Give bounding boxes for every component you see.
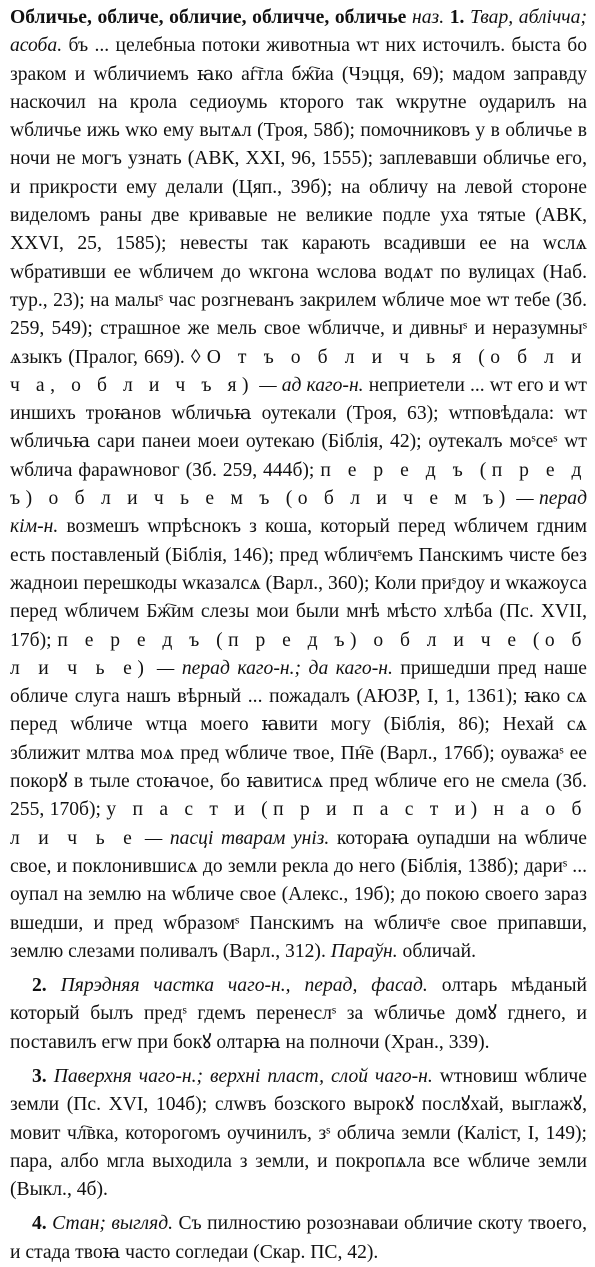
entry-sense-1 <box>10 4 587 966</box>
sense-4-number: 4. <box>32 1213 47 1235</box>
sense-3-citations: wтновиш wбличе земли (Пс. XVI, 104б); слwвъ бозского вырокꙋ послꙋхай, выглажꙋ, мовит чл҇вка, которогомъ оучинилъ, зˢ облича земли (Каліст, I, 149); пара, албо мгла выходила з земли, и покропѧла все wбличе земли (Выкл., 4б). <box>10 1065 587 1201</box>
sense-2-definition: Пярэдняя частка чаго-н., перад, фасад. <box>60 975 428 997</box>
parallel-label: Параўн. <box>330 940 398 962</box>
sense-1-number: 1. <box>449 7 465 28</box>
sense-1-definition: Твар, абліччa; асоба. <box>10 7 587 57</box>
entry-sense-2 <box>10 972 587 1057</box>
sense-2-citations: олтарь мѣданый который былъ предˢ гдемъ перенеслˢ за wбличье домꙋ гднего, и поставилъ егw при бокꙋ олтарꙗ на полночи (Хран., 339). <box>10 975 587 1053</box>
sense-1-citations-b: неприетели ... wт его и wт иншихъ троꙗнов wбличьꙗ оутекали (Троя, 63); wтповѣдала: wт wбличьꙗ сари панеи моеи оутекаю (Біблія, 42); оутекалъ моˢсеˢ wт wблича фараwновог (Зб. 259, 444б); <box>10 374 587 481</box>
phrase-pered-oblichem: п е р е д ъ (п р е д ъ) о б л и ч ь е м ъ (о б л и ч е м ъ) <box>10 459 587 510</box>
sense-4-citations: Съ пилностию розознаваи обличие скоту твоего, и стада твоꙗ часто согледаи (Скар. ПС, 42). <box>10 1213 587 1263</box>
part-of-speech: наз. <box>412 7 445 28</box>
phrase-pered-oblichem-definition: — перад кім-н. <box>10 488 588 538</box>
sense-3-definition: Паверхня чаго-н.; верхні пласт, слой чаго-н. <box>53 1065 433 1087</box>
sense-1-citations-d: пришедши пред наше обличе слуга нашъ вѣрный ... пожадалъ (АЮЗР, I, 1, 1361); ꙗко сѧ перед wбличе wтца моего ꙗвити могу (Біблія, 86); Нехай сѧ зближит млтва моѧ пред wбличе твое, Пн҇е (Варл., 176б); оуважаˢ ее покорꙋ в тыле стоꙗчое, бо ꙗвитисѧ пред wбличе его не смела (Зб. 255, 170б); <box>10 657 587 821</box>
sense-1-citations-c: возмешъ wпрѣснокъ з коша, который перед wбличем гдним есть поставленый (Біблія, 146); пред wбличˢемъ Панскимъ чисте без жадноиı перешкоды wказалсѧ (Варл., 360); Коли приˢдоу и wкажоуса перед wбличем Бж҇им слезы мои были мнѣ мѣсто хлѣба (Пс. XVII, 17б); <box>10 516 587 651</box>
sense-1-citations-e: котораꙗ оупадши на wбличе свое, и поклонившисѧ до земли рекла до него (Біблія, 138б); дариˢ ... оупал на землю на wбличе свое (Алекс., 19б); до покою своего зараз вшедши, и пред wбразомˢ Панскимъ на wбличˢе свое припавши, землю слезами поливалъ (Варл., 312). <box>10 827 588 962</box>
sense-2-number: 2. <box>32 975 47 997</box>
headword: Обличье, обличе, обличие, обличче, обличье <box>10 7 407 28</box>
phrase-ot-oblichya-definition: — ад каго-н. <box>259 374 364 396</box>
sense-4-definition: Стан; выгляд. <box>52 1213 173 1235</box>
sense-3-number: 3. <box>32 1065 47 1087</box>
sense-1-citations-a: бъ ... целебныа потоки животныа wт них истoчилъ. быста бо зраком и wбличиемъ ꙗко аг҇гла бж҇иа (Чэцця, 69); мадом заправду наскочил на крола седиоумь кторого так wкрутне оударилъ на wбличье ижь wко ему вытѧл (Троя, 58б); помочниковъ у в обличье в ночи не могъ узнать (АВК, XXI, 96, 1555); заплевавши обличье его, и прикрости ему делали (Цяп., 39б); на обличу на левой стороне виделомъ раны две кривавые не великие подле уха тятые (АВК, XXVI, 25, 1585); невесты так карають всадивши ее на wслѧ wбративши ее wбличем до wкгона wслова водѧт по вулицах (Наб. тур., 23); на малыˢ час розгневанъ закрилем wбличе мое wт тебе (Зб. 259, 549); страшное же мель свое wбличче, и дивныˢ и неразумныˢ ѧзыкъ (Пралог, 669). ◊ <box>10 35 587 368</box>
entry-sense-4 <box>10 1210 587 1267</box>
phrase-ot-oblichya: О т ъ о б л и ч ь я (о б л и ч а, о б л и ч ъ я) <box>10 346 587 396</box>
entry-sense-3 <box>10 1063 587 1204</box>
phrase-upasti-na-oblichye: у п а с т и (п р и п а с т и) н а о б л и ч ь е <box>10 799 587 849</box>
phrase-pered-obliche-definition: — перад каго-н.; да каго-н. <box>156 657 393 679</box>
phrase-pered-obliche: п е р е д ъ (п р е д ъ) о б л и ч е (о б л и ч ь е) <box>10 629 587 679</box>
phrase-upasti-na-oblichye-definition: — пасці тварам уніз. <box>144 827 330 849</box>
parallel-word: обличай. <box>402 940 477 962</box>
